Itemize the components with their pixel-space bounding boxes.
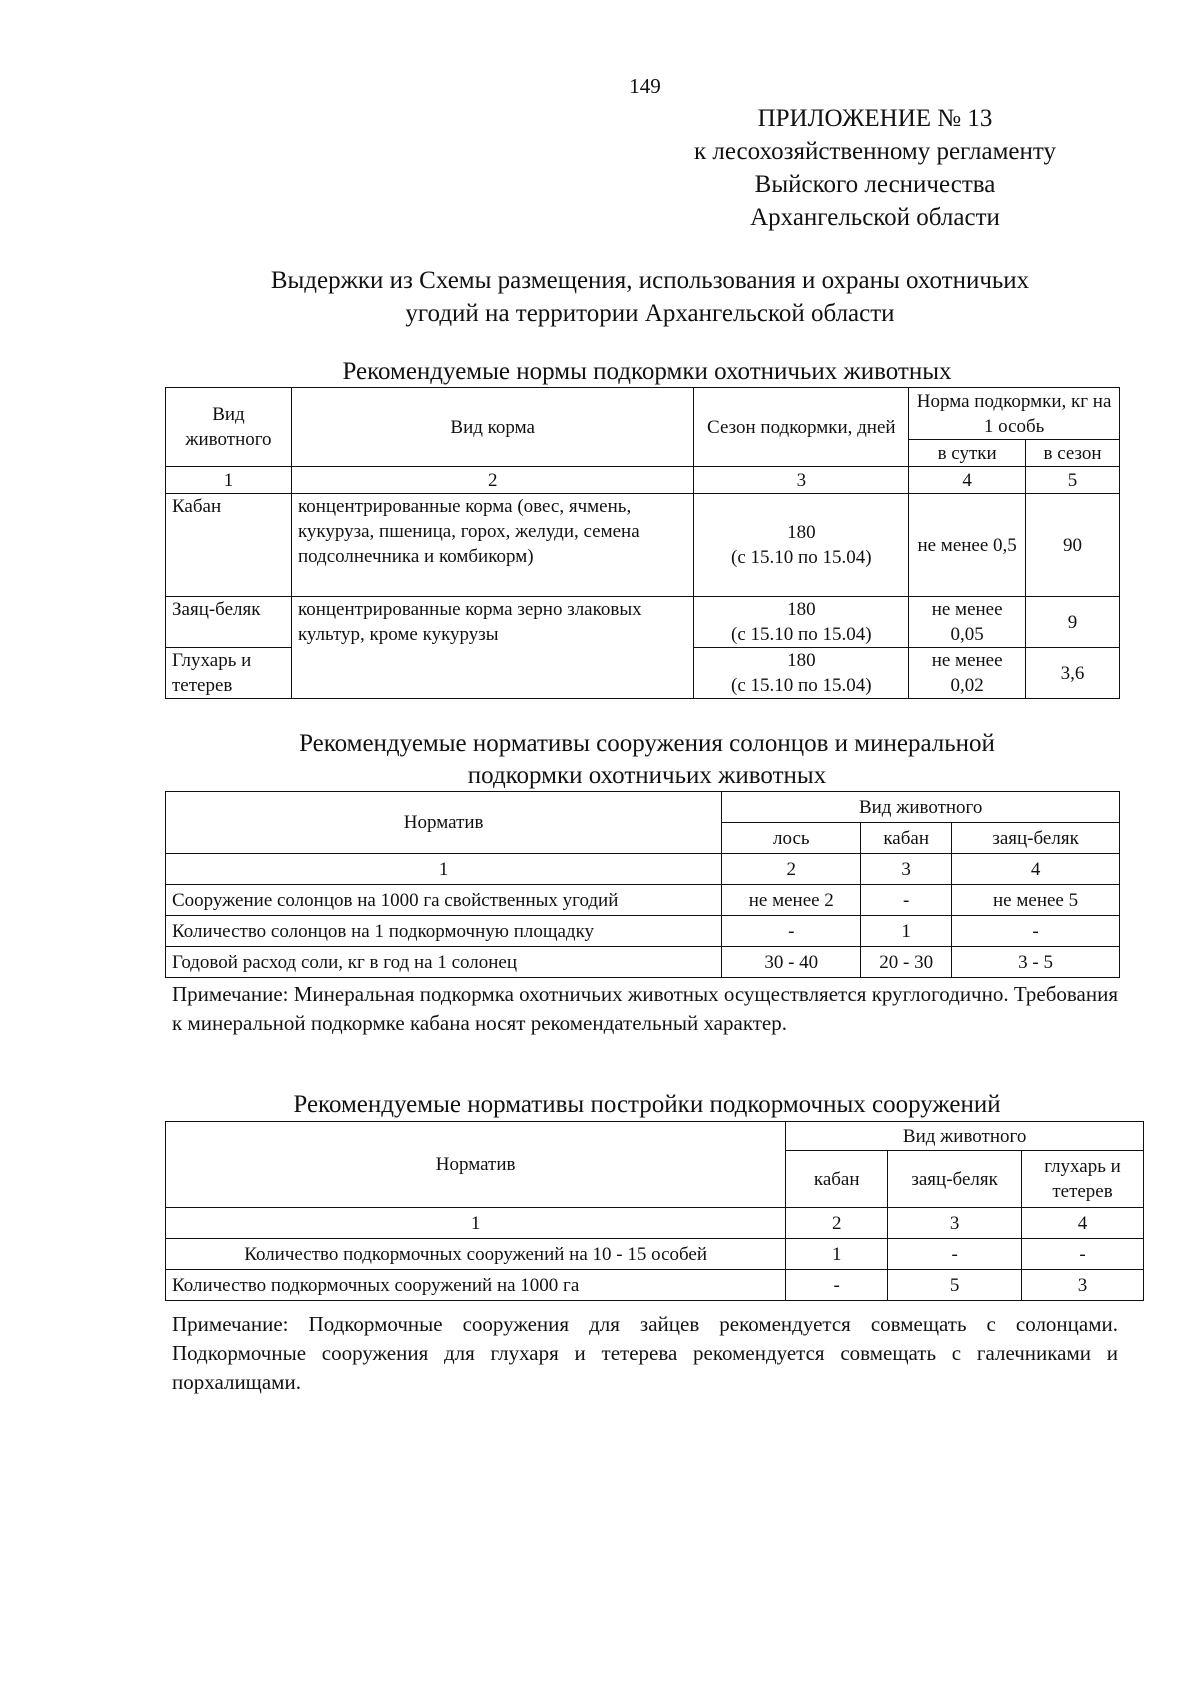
header-animal-type: Вид животного — [786, 1122, 1144, 1151]
col-number: 3 — [694, 467, 909, 494]
boar-cell: 1 — [786, 1239, 888, 1270]
col-number: 1 — [166, 1208, 786, 1239]
table-row — [166, 597, 1120, 648]
appendix-line-3: Выйского лесничества — [754, 171, 996, 198]
moose-cell: - — [722, 916, 861, 947]
hare-cell: 5 — [888, 1270, 1022, 1301]
header-boar: кабан — [861, 823, 952, 854]
table2-title-line-2: подкормки охотничьих животных — [467, 762, 827, 789]
hare-cell: не менее 5 — [952, 885, 1120, 916]
hare-cell: - — [952, 916, 1120, 947]
appendix-header — [640, 102, 1110, 234]
table-row — [166, 1239, 1144, 1270]
per-day-cell: не менее 0,5 — [909, 494, 1026, 597]
table2-title — [163, 728, 1131, 792]
col-number: 1 — [166, 467, 292, 494]
header-norm: Норматив — [166, 1122, 786, 1208]
per-day-cell: не менее 0,05 — [909, 597, 1026, 648]
col-number: 2 — [786, 1208, 888, 1239]
header-feed: Вид корма — [291, 388, 694, 467]
season-days: 180 — [787, 522, 816, 543]
col-number: 4 — [1022, 1208, 1144, 1239]
col-number: 2 — [291, 467, 694, 494]
feeding-norms-table — [165, 387, 1120, 699]
col-number: 4 — [909, 467, 1026, 494]
document-title — [200, 264, 1100, 330]
table-row — [166, 947, 1120, 978]
column-numbers-row — [166, 467, 1120, 494]
col-number: 4 — [952, 854, 1120, 885]
column-numbers-row — [166, 854, 1120, 885]
norm-cell: Годовой расход соли, кг в год на 1 солонец — [166, 947, 722, 978]
col-number: 5 — [1026, 467, 1120, 494]
header-season: Сезон подкормки, дней — [694, 388, 909, 467]
season-period: (с 15.10 по 15.04) — [731, 624, 872, 645]
table2-note: Примечание: Минеральная подкормка охотничьих животных осуществляется круглогодично. Требования к минеральной подкормке кабана носят рекомендательный характер. — [172, 982, 1118, 1035]
per-day-cell: не менее 0,02 — [909, 648, 1026, 699]
moose-cell: 30 - 40 — [722, 947, 861, 978]
grouse-cell: 3 — [1022, 1270, 1144, 1301]
header-hare: заяц-беляк — [952, 823, 1120, 854]
grouse-cell: - — [1022, 1239, 1144, 1270]
header-grouse: глухарь и тетерев — [1022, 1151, 1144, 1208]
boar-cell: - — [861, 885, 952, 916]
header-per-day: в сутки — [909, 440, 1026, 467]
boar-cell: 1 — [861, 916, 952, 947]
document-title-line-2: угодий на территории Архангельской области — [405, 300, 895, 327]
table2-title-line-1: Рекомендуемые нормативы сооружения солонцов и минеральной — [299, 730, 995, 757]
table-row — [166, 916, 1120, 947]
header-norm: Норматив — [166, 792, 722, 854]
header-norm: Норма подкормки, кг на 1 особь — [909, 388, 1120, 440]
header-boar: кабан — [786, 1151, 888, 1208]
column-numbers-row — [166, 1208, 1144, 1239]
table1-title: Рекомендуемые нормы подкормки охотничьих животных — [342, 358, 952, 385]
table3-note: Примечание: Подкормочные сооружения для зайцев рекомендуется совмещать с солонцами. Подкормочные сооружения для глухаря и тетерева рекомендуется совмещать с галечниками и порхалищами. — [172, 1312, 1118, 1394]
header-animal: Вид животного — [166, 388, 292, 467]
animal-cell: Заяц-беляк — [166, 597, 292, 648]
per-season-cell: 90 — [1026, 494, 1120, 597]
col-number: 2 — [722, 854, 861, 885]
feed-cell: концентрированные корма зерно злаковых культур, кроме кукурузы — [291, 597, 694, 699]
feed-cell: концентрированные корма (овес, ячмень, кукуруза, пшеница, горох, желуди, семена подсолнечника и комбикорм) — [291, 494, 694, 597]
norm-cell: Сооружение солонцов на 1000 га свойственных угодий — [166, 885, 722, 916]
col-number: 1 — [166, 854, 722, 885]
season-days: 180 — [787, 599, 816, 620]
document-title-line-1: Выдержки из Схемы размещения, использования и охраны охотничьих — [270, 267, 1030, 294]
feeding-structures-table — [165, 1121, 1144, 1301]
per-season-cell: 9 — [1026, 597, 1120, 648]
appendix-line-4: Архангельской области — [750, 204, 1000, 231]
norm-cell: Количество подкормочных сооружений на 10 - 15 особей — [166, 1239, 786, 1270]
season-days: 180 — [787, 650, 816, 671]
table-row — [166, 885, 1120, 916]
season-period: (с 15.10 по 15.04) — [731, 547, 872, 568]
table-row — [166, 494, 1120, 597]
header-moose: лось — [722, 823, 861, 854]
season-period: (с 15.10 по 15.04) — [731, 675, 872, 696]
hare-cell: 3 - 5 — [952, 947, 1120, 978]
moose-cell: не менее 2 — [722, 885, 861, 916]
col-number: 3 — [861, 854, 952, 885]
per-season-cell: 3,6 — [1026, 648, 1120, 699]
season-cell — [694, 494, 909, 597]
header-animal-type: Вид животного — [722, 792, 1120, 823]
appendix-line-1: ПРИЛОЖЕНИЕ № 13 — [757, 105, 993, 132]
animal-cell: Глухарь и тетерев — [166, 648, 292, 699]
norm-cell: Количество солонцов на 1 подкормочную площадку — [166, 916, 722, 947]
page-number: 149 — [629, 74, 661, 98]
boar-cell: 20 - 30 — [861, 947, 952, 978]
season-cell — [694, 648, 909, 699]
appendix-line-2: к лесохозяйственному регламенту — [693, 138, 1057, 165]
hare-cell: - — [888, 1239, 1022, 1270]
norm-cell: Количество подкормочных сооружений на 1000 га — [166, 1270, 786, 1301]
header-per-season: в сезон — [1026, 440, 1120, 467]
salt-lick-norms-table — [165, 791, 1120, 978]
header-hare: заяц-беляк — [888, 1151, 1022, 1208]
season-cell — [694, 597, 909, 648]
table3-title: Рекомендуемые нормативы постройки подкормочных сооружений — [293, 1091, 1001, 1118]
boar-cell: - — [786, 1270, 888, 1301]
animal-cell: Кабан — [166, 494, 292, 597]
table-row — [166, 1270, 1144, 1301]
col-number: 3 — [888, 1208, 1022, 1239]
